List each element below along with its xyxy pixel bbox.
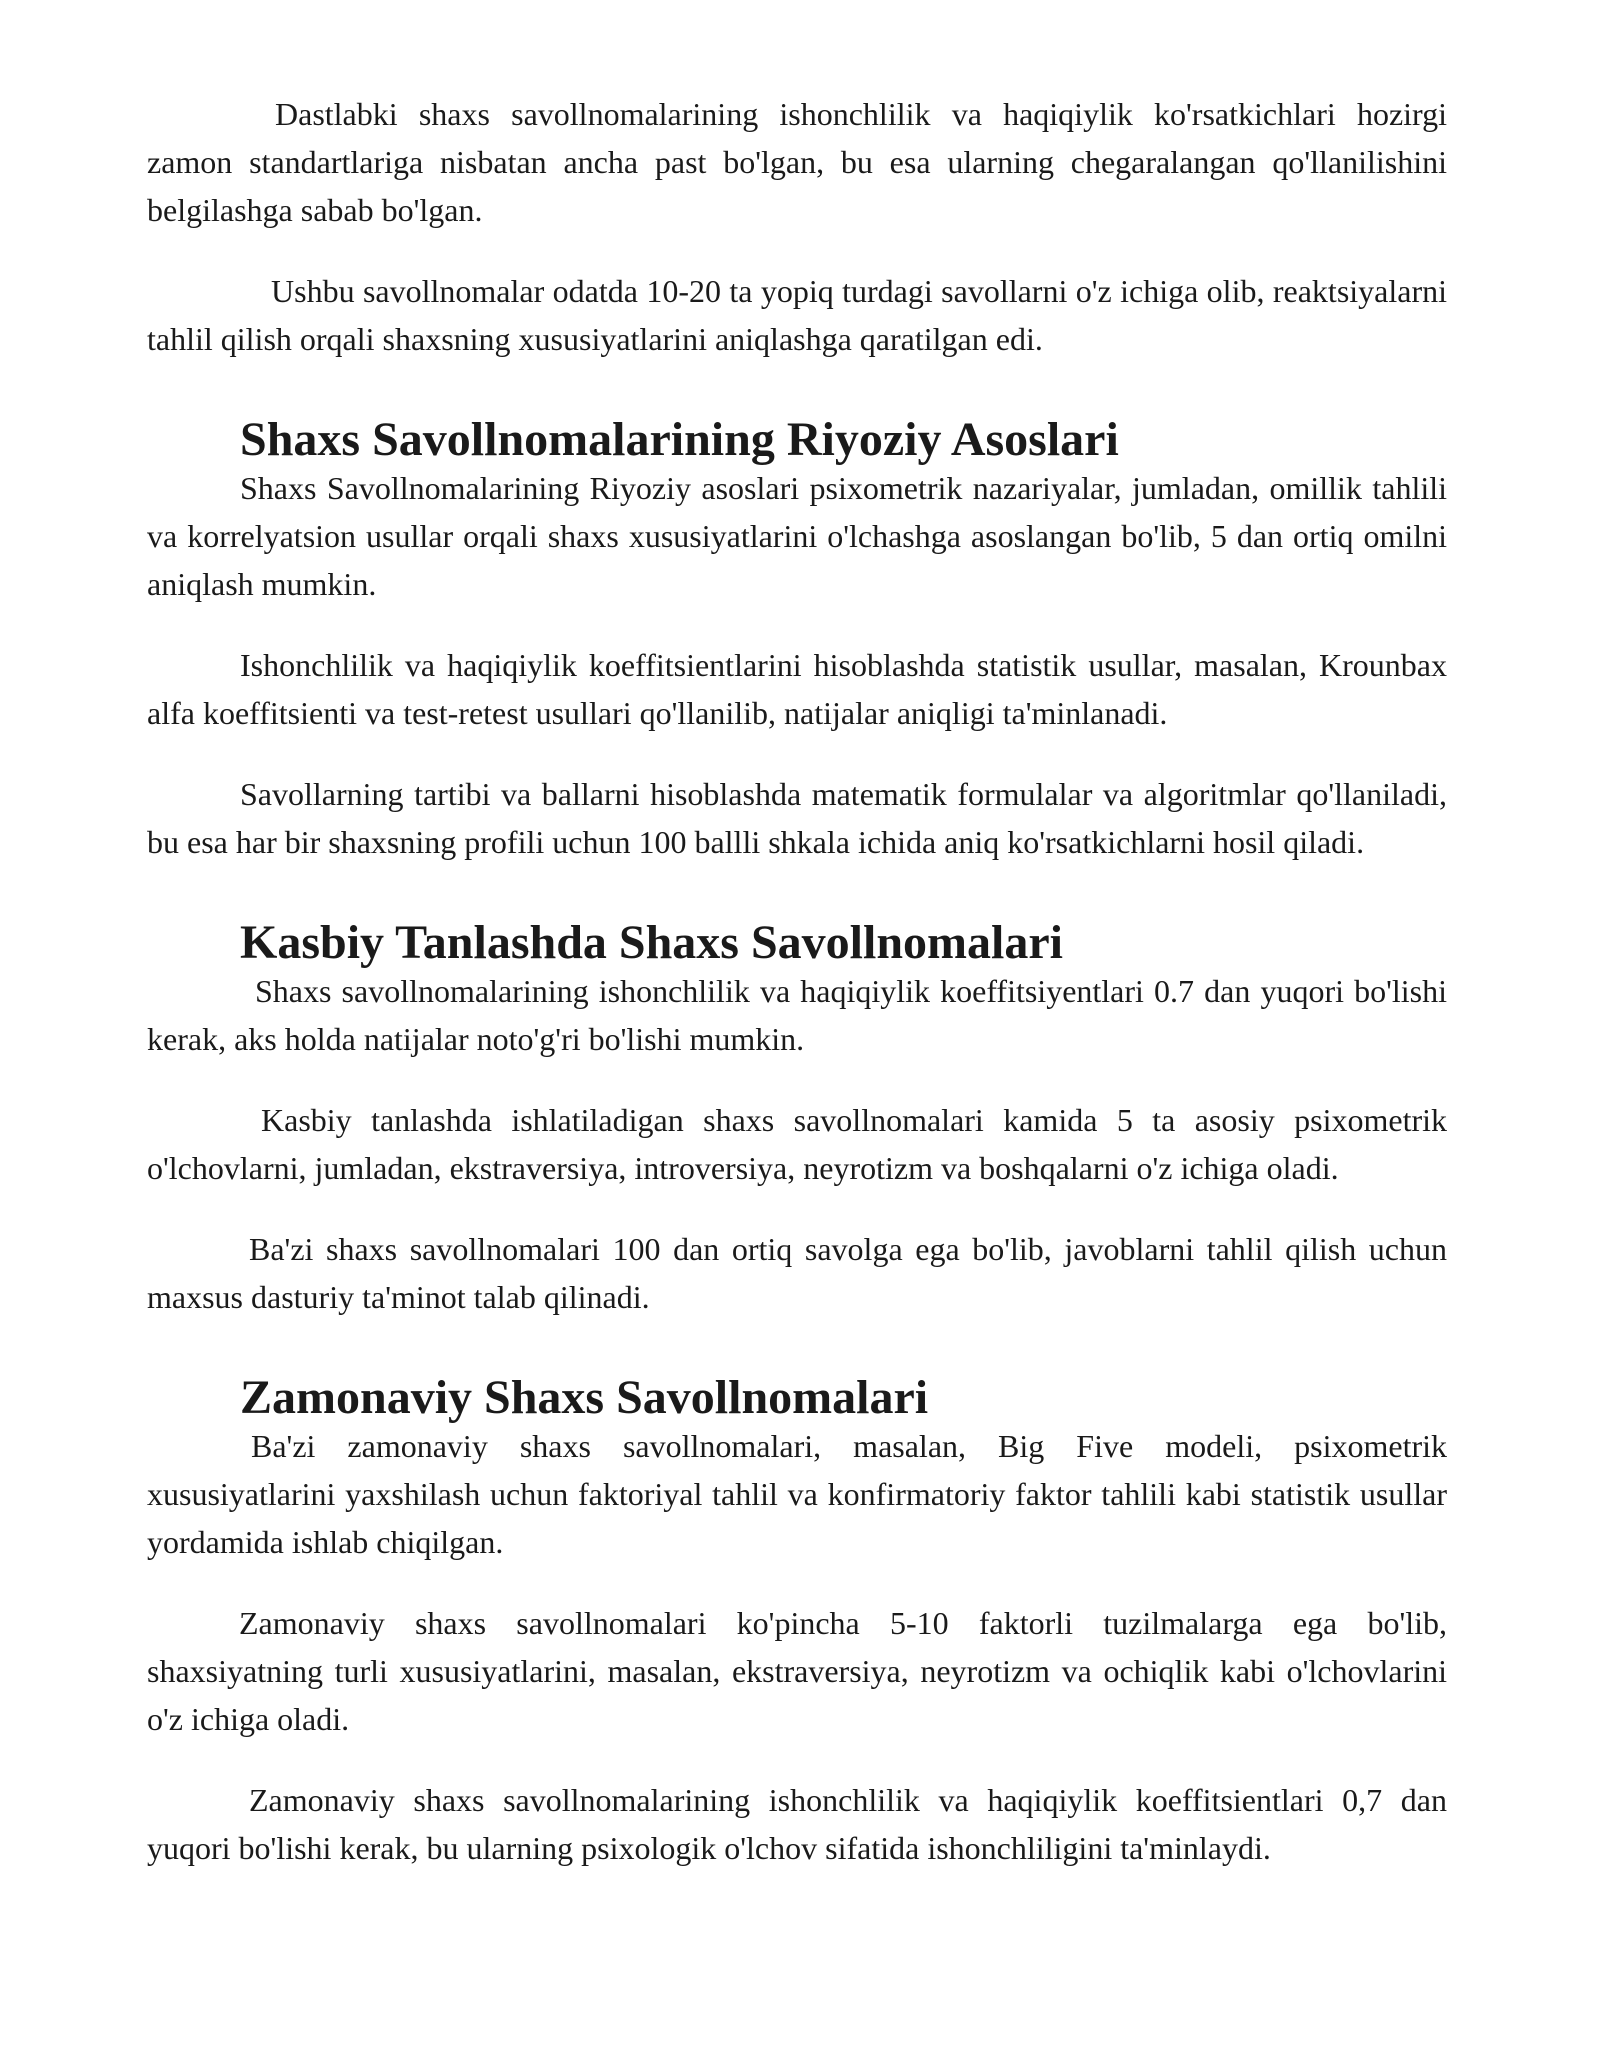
- paragraph-s2-2: Kasbiy tanlashda ishlatiladigan shaxs savollnomalari kamida 5 ta asosiy psixometrik o'lchovlarni, jumladan, ekstraversiya, introversiya, neyrotizm va boshqalarni o'z ichiga oladi.: [147, 1102, 1447, 1186]
- paragraph-intro-2: Ushbu savollnomalar odatda 10-20 ta yopiq turdagi savollarni o'z ichiga olib, reaktsiyalarni tahlil qilish orqali shaxsning xususiyatlarini aniqlashga qaratilgan edi.: [147, 273, 1447, 357]
- section-heading-career-selection: Kasbiy Tanlashda Shaxs Savollnomalari: [240, 916, 1063, 969]
- paragraph-s3-2: Zamonaviy shaxs savollnomalari ko'pincha 5-10 faktorli tuzilmalarga ega bo'lib, shaxsiyatning turli xususiyatlarini, masalan, ekstraversiya, neyrotizm va ochiqlik kabi o'lchovlarini o'z ichiga oladi.: [147, 1605, 1447, 1737]
- paragraph-s2-1: Shaxs savollnomalarining ishonchlilik va haqiqiylik koeffitsiyentlari 0.7 dan yuqori bo'lishi kerak, aks holda natijalar noto'g'ri bo'lishi mumkin.: [147, 973, 1447, 1057]
- paragraph-s1-3: Savollarning tartibi va ballarni hisoblashda matematik formulalar va algoritmlar qo'llaniladi, bu esa har bir shaxsning profili uchun 100 ballli shkala ichida aniq ko'rsatkichlarni hosil qiladi.: [147, 776, 1447, 860]
- paragraph-s3-1: Ba'zi zamonaviy shaxs savollnomalari, masalan, Big Five modeli, psixometrik xususiyatlarini yaxshilash uchun faktoriyal tahlil va konfirmatoriy faktor tahlili kabi statistik usullar yordamida ishlab chiqilgan.: [147, 1428, 1447, 1560]
- paragraph-s1-2: Ishonchlilik va haqiqiylik koeffitsientlarini hisoblashda statistik usullar, masalan, Krounbax alfa koeffitsienti va test-retest usullari qo'llanilib, natijalar aniqligi ta'minlanadi.: [147, 647, 1447, 731]
- paragraph-s1-1: Shaxs Savollnomalarining Riyoziy asoslari psixometrik nazariyalar, jumladan, omillik tahlili va korrelyatsion usullar orqali shaxs xususiyatlarini o'lchashga asoslangan bo'lib, 5 dan ortiq omilni aniqlash mumkin.: [147, 470, 1447, 602]
- paragraph-intro-1: Dastlabki shaxs savollnomalarining ishonchlilik va haqiqiylik ko'rsatkichlari hozirgi zamon standartlariga nisbatan ancha past bo'lgan, bu esa ularning chegaralangan qo'llanilishini belgilashga sabab bo'lgan.: [147, 96, 1447, 228]
- document-page: [147, 90, 1447, 1905]
- paragraph-s3-3: Zamonaviy shaxs savollnomalarining ishonchlilik va haqiqiylik koeffitsientlari 0,7 dan yuqori bo'lishi kerak, bu ularning psixologik o'lchov sifatida ishonchliligini ta'minlaydi.: [147, 1782, 1447, 1866]
- section-heading-modern-questionnaires: Zamonaviy Shaxs Savollnomalari: [240, 1371, 929, 1424]
- paragraph-s2-3: Ba'zi shaxs savollnomalari 100 dan ortiq savolga ega bo'lib, javoblarni tahlil qilish uchun maxsus dasturiy ta'minot talab qilinadi.: [147, 1231, 1447, 1315]
- section-heading-math-foundations: Shaxs Savollnomalarining Riyoziy Asoslari: [240, 413, 1119, 466]
